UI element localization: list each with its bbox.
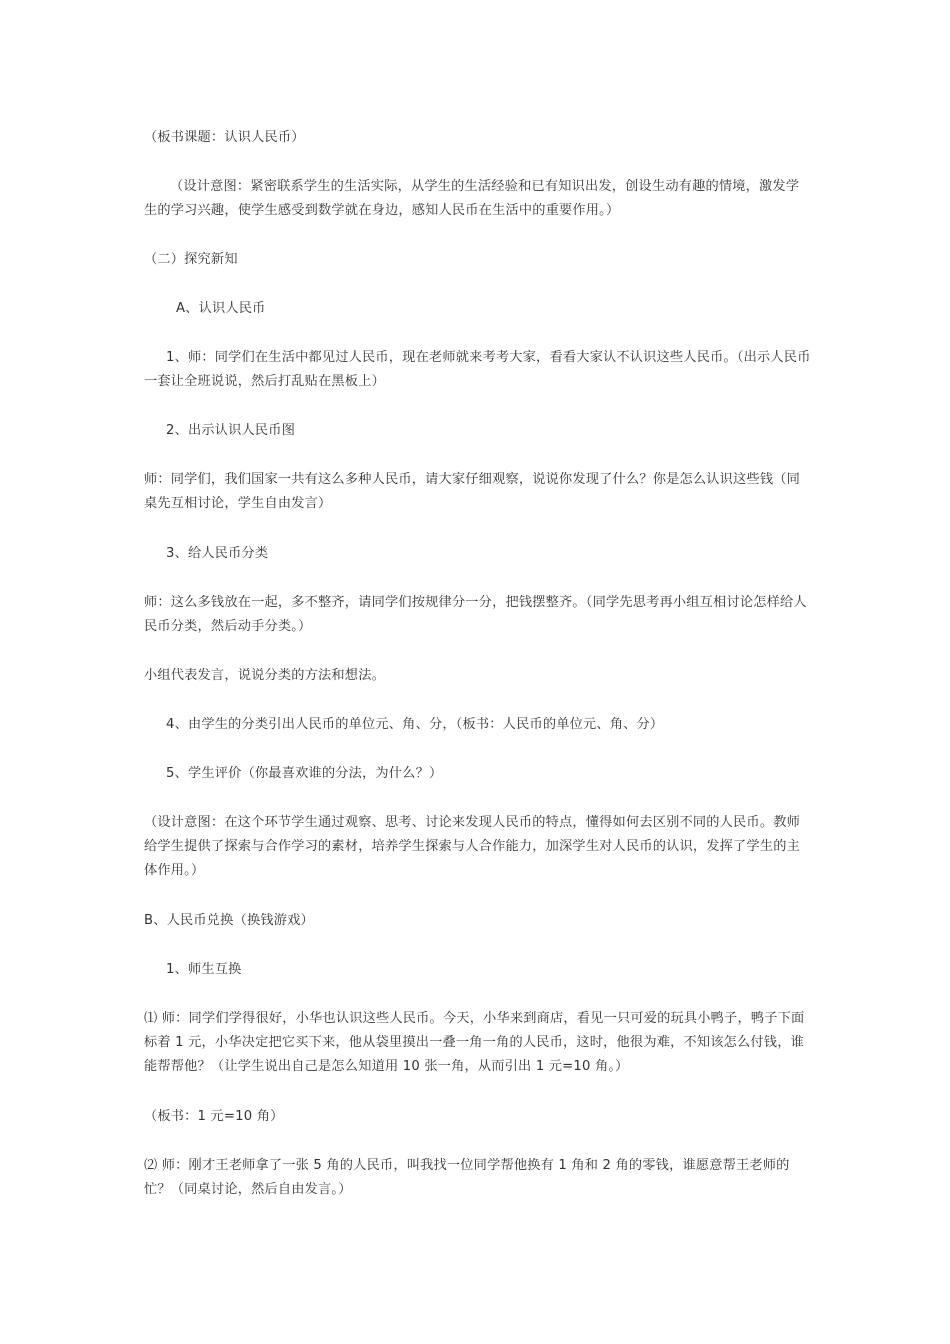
step-2-heading: 2、出示认识人民币图 [166, 423, 296, 438]
subsection-heading-a: A、认识人民币 [176, 301, 266, 316]
step-1-paragraph: 1、师：同学们在生活中都见过人民币，现在老师就来考考大家，看看大家认不认识这些人民币。（出示人民币一套让全班说说，然后打乱贴在黑板上） [144, 350, 811, 389]
step-3-heading: 3、给人民币分类 [166, 546, 269, 561]
exchange-paragraph-2: ⑵ 师：刚才王老师拿了一张 5 角的人民币，叫我找一位同学帮他换有 1 角和 2 角的零钱，谁愿意帮王老师的忙？（同桌讨论，然后自由发言。） [144, 1158, 790, 1197]
section-heading-explore: （二）探究新知 [144, 252, 238, 267]
design-intent-paragraph-2: （设计意图：在这个环节学生通过观察、思考、讨论来发现人民币的特点，懂得如何去区别不同的人民币。教师给学生提供了探索与合作学习的素材，培养学生探索与人合作能力，加深学生对人民币的认识，发挥了学生的主体作用。） [144, 815, 800, 878]
classification-paragraph: 师：这么多钱放在一起，多不整齐，请同学们按规律分一分，把钱摆整齐。（同学先思考再小组互相讨论怎样给人民币分类，然后动手分类。） [144, 595, 807, 634]
board-title-note: （板书课题：认识人民币） [144, 130, 305, 145]
teacher-question-paragraph: 师：同学们，我们国家一共有这么多种人民币，请大家仔细观察，说说你发现了什么？你是怎么认识这些钱（同桌先互相讨论，学生自由发言） [144, 472, 800, 511]
design-intent-paragraph-1: （设计意图：紧密联系学生的生活实际，从学生的生活经验和已有知识出发，创设生动有趣的情境，激发学生的学习兴趣，使学生感受到数学就在身边，感知人民币在生活中的重要作用。） [144, 179, 800, 218]
exchange-paragraph-1: ⑴ 师：同学们学得很好，小华也认识这些人民币。今天，小华来到商店，看见一只可爱的玩具小鸭子，鸭子下面标着 1 元，小华决定把它买下来，他从袋里摸出一叠一角一角的人民币，这时，他很为难，不知该怎么付钱，谁能帮帮他？（让学生说出自己是怎么知道用 10 张一角，从而引出 1 元=10 角。） [144, 1011, 805, 1074]
subsection-heading-b: B、人民币兑换（换钱游戏） [144, 913, 314, 928]
step-5-paragraph: 5、学生评价（你最喜欢谁的分法，为什么？） [166, 766, 443, 781]
exchange-heading: 1、师生互换 [166, 962, 242, 977]
group-report-paragraph: 小组代表发言，说说分类的方法和想法。 [144, 668, 385, 683]
board-note-yuan-jiao: （板书：1 元=10 角） [144, 1109, 284, 1124]
step-4-paragraph: 4、由学生的分类引出人民币的单位元、角、分，（板书：人民币的单位元、角、分） [166, 717, 664, 732]
